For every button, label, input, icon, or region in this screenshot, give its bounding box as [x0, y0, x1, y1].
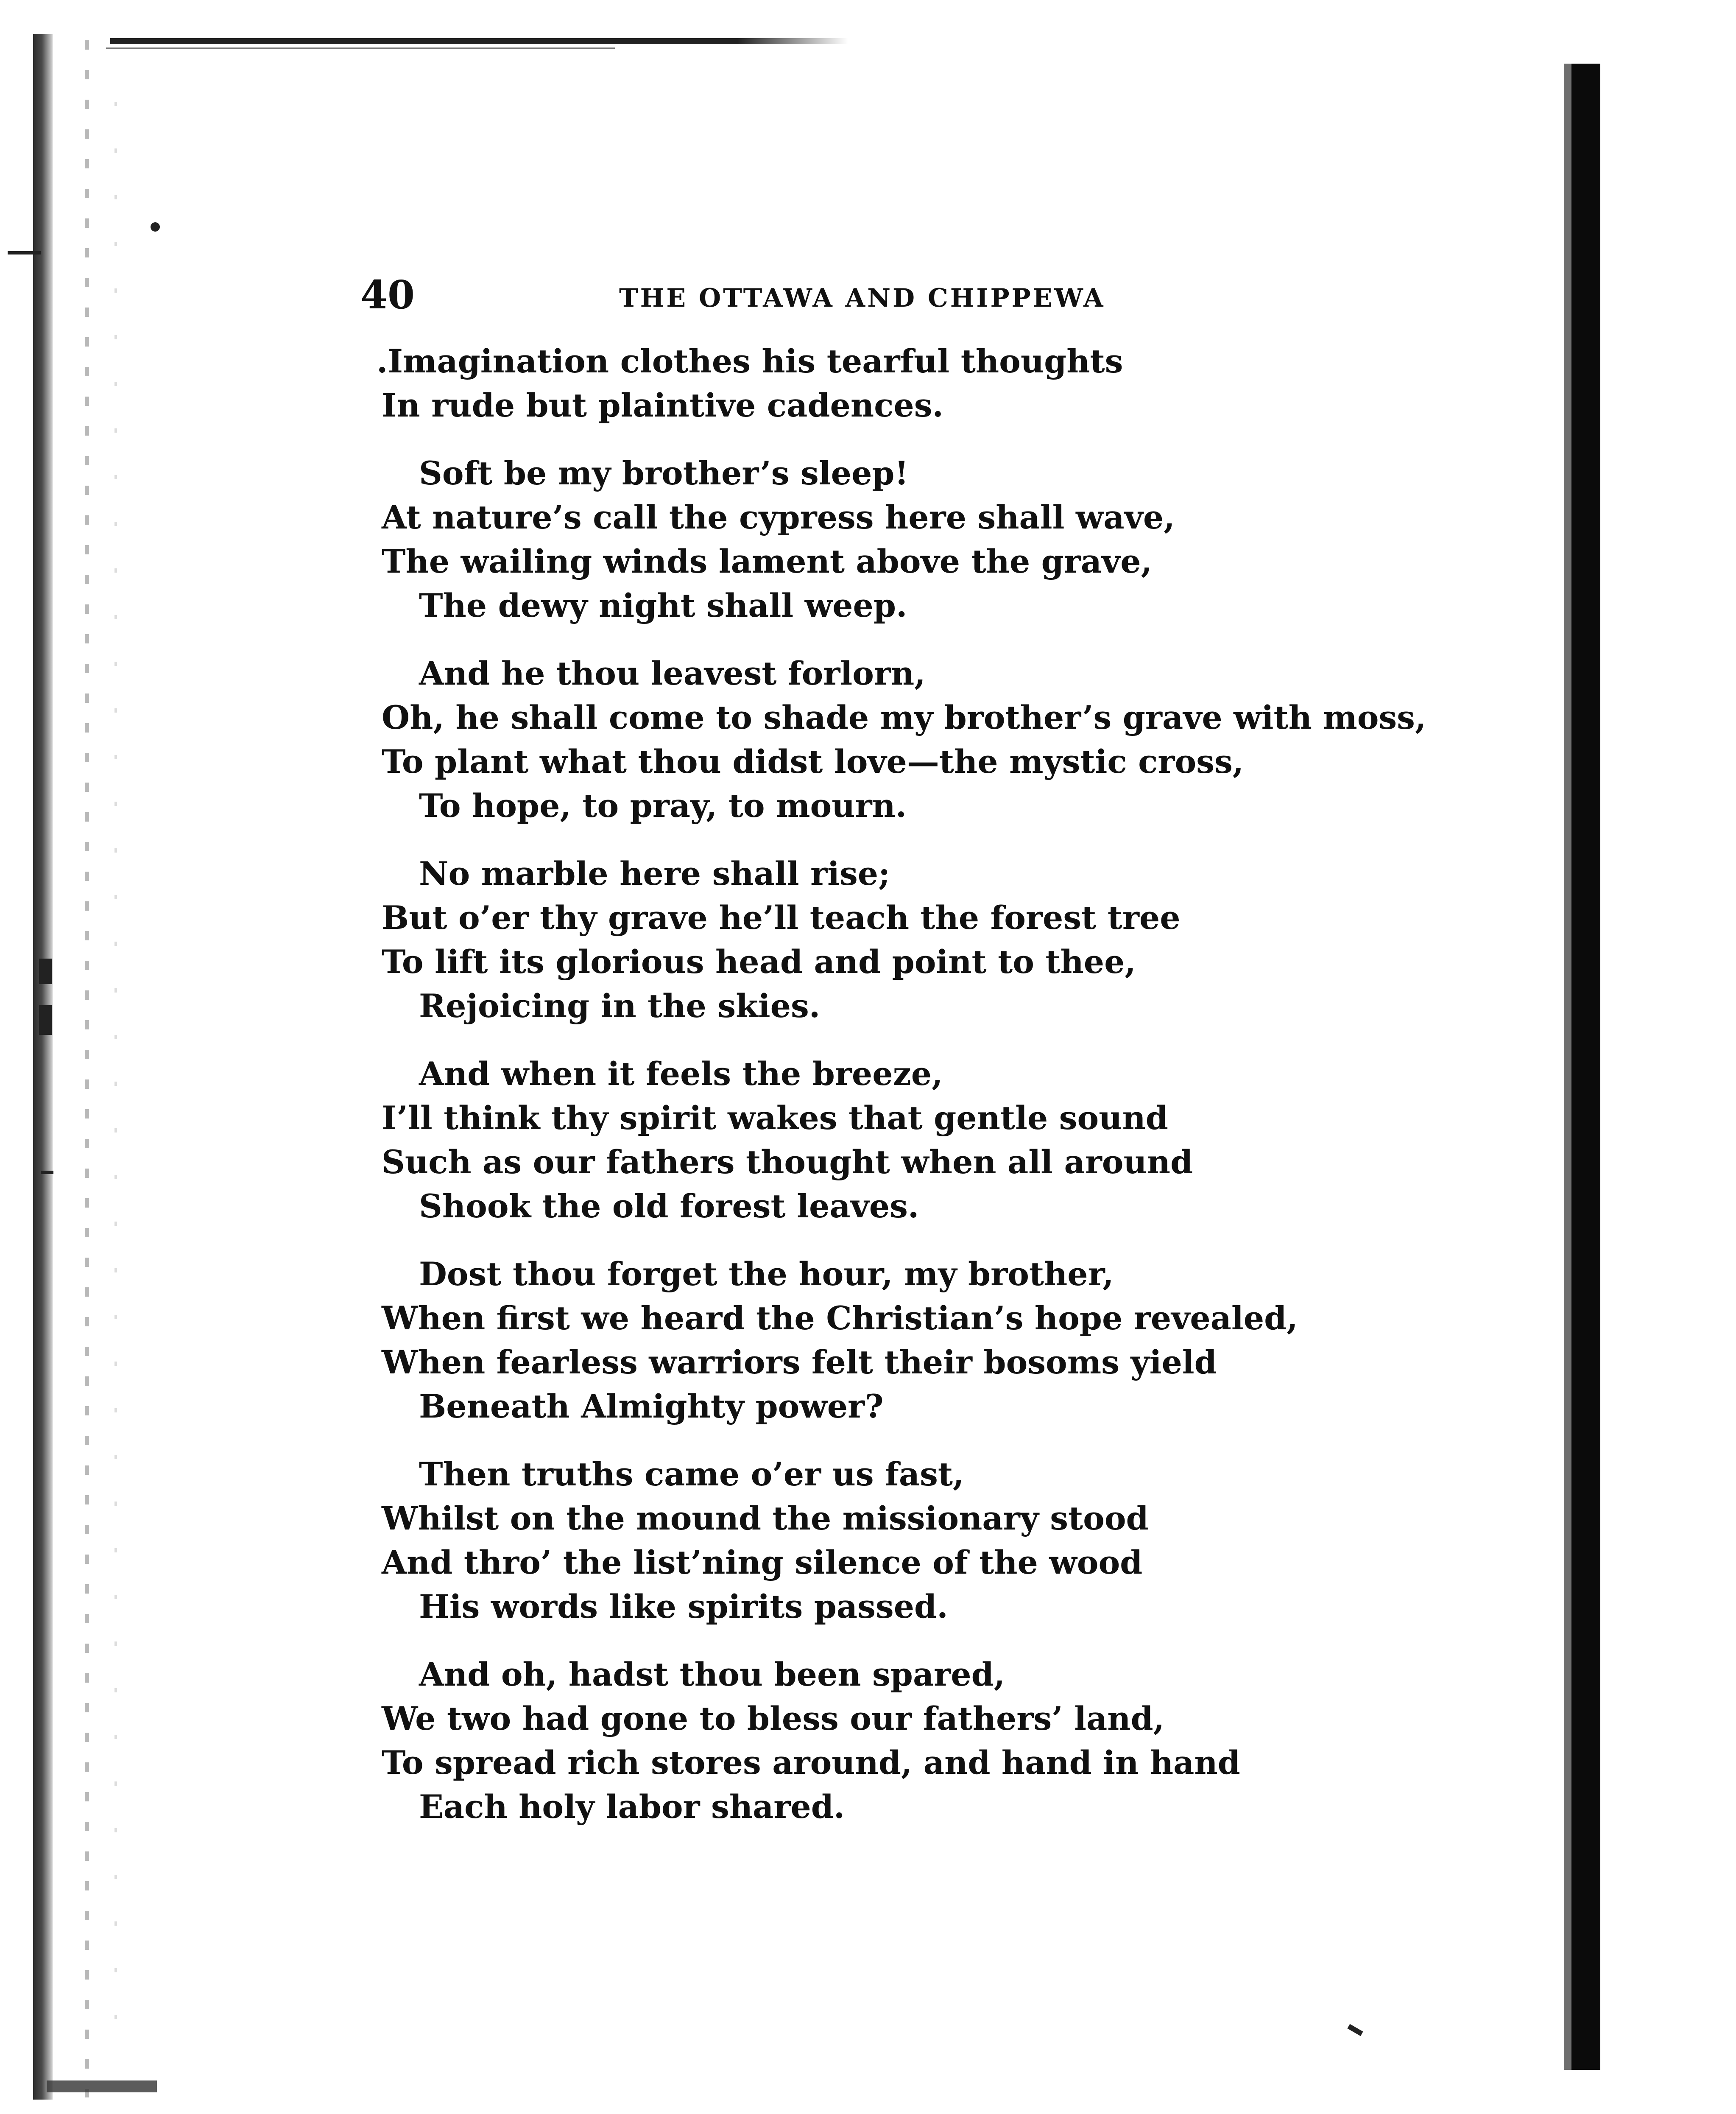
- scan-speck: [39, 1005, 52, 1035]
- scan-edge-left-speckle: [85, 40, 89, 2097]
- scan-speck: [39, 959, 52, 984]
- stanza: [377, 339, 1552, 428]
- poem-line: And thro’ the list’ning silence of the wood: [382, 1544, 1143, 1581]
- scan-edge-bottom: [47, 2080, 157, 2092]
- poem-line: Oh, he shall come to shade my brother’s grave with moss,: [382, 699, 1426, 736]
- poem-line: When first we heard the Christian’s hope revealed,: [382, 1299, 1298, 1337]
- poem-line: Beneath Almighty power?: [419, 1387, 884, 1425]
- stanza: [382, 652, 1552, 828]
- poem-line: His words like spirits passed.: [419, 1588, 948, 1625]
- poem-line: To spread rich stores around, and hand in hand: [382, 1744, 1240, 1781]
- scan-edge-right: [1564, 64, 1600, 2070]
- running-head: THE OTTAWA AND CHIPPEWA: [619, 283, 1105, 313]
- poem-line: The wailing winds lament above the grave,: [382, 542, 1153, 580]
- poem-line: At nature’s call the cypress here shall wave,: [382, 498, 1175, 536]
- scan-edge-top: [110, 38, 848, 44]
- poem-line: And when it feels the breeze,: [419, 1055, 943, 1093]
- scan-speck: [8, 251, 41, 254]
- stanza: [382, 1052, 1552, 1228]
- poem-line: And oh, hadst thou been spared,: [419, 1655, 1005, 1693]
- poem-line: And he thou leavest forlorn,: [419, 654, 926, 692]
- poem-line: But o’er thy grave he’ll teach the forest tree: [382, 899, 1181, 937]
- poem-line: To lift its glorious head and point to thee,: [382, 943, 1136, 981]
- poem-line: When fearless warriors felt their bosoms yield: [382, 1343, 1217, 1381]
- scan-edge-top-thin: [106, 48, 615, 49]
- poem-line: The dewy night shall weep.: [419, 587, 907, 624]
- stanza: [382, 1252, 1552, 1429]
- scan-speck: [1347, 2024, 1363, 2036]
- page-number: 40: [360, 272, 415, 318]
- poem-line: .Imagination clothes his tearful thoughts: [377, 342, 1123, 380]
- stanza: [382, 852, 1552, 1028]
- poem-line: In rude but plaintive cadences.: [382, 386, 943, 424]
- poem-line: I’ll think thy spirit wakes that gentle sound: [382, 1099, 1168, 1137]
- poem-body: [377, 339, 1552, 1853]
- poem-line: Shook the old forest leaves.: [419, 1187, 919, 1225]
- poem-line: Such as our fathers thought when all around: [382, 1143, 1193, 1181]
- poem-line: No marble here shall rise;: [419, 855, 890, 892]
- scan-edge-left: [33, 34, 53, 2100]
- stanza: [382, 1653, 1552, 1829]
- scan-speck: [41, 1171, 53, 1174]
- stanza: [382, 1452, 1552, 1629]
- stanza: [382, 451, 1552, 628]
- poem-line: To hope, to pray, to mourn.: [419, 787, 907, 825]
- poem-line: Soft be my brother’s sleep!: [419, 454, 909, 492]
- poem-line: To plant what thou didst love—the mystic cross,: [382, 743, 1244, 780]
- poem-line: Then truths came o’er us fast,: [419, 1455, 964, 1493]
- poem-line: Each holy labor shared.: [419, 1788, 845, 1826]
- poem-line: Rejoicing in the skies.: [419, 987, 821, 1025]
- poem-line: We two had gone to bless our fathers’ land,: [382, 1700, 1165, 1737]
- page-header: [360, 271, 1251, 318]
- scan-edge-left-speckle-2: [114, 102, 117, 2053]
- poem-line: Dost thou forget the hour, my brother,: [419, 1255, 1114, 1293]
- scan-speck: [151, 222, 160, 232]
- poem-line: Whilst on the mound the missionary stood: [382, 1499, 1149, 1537]
